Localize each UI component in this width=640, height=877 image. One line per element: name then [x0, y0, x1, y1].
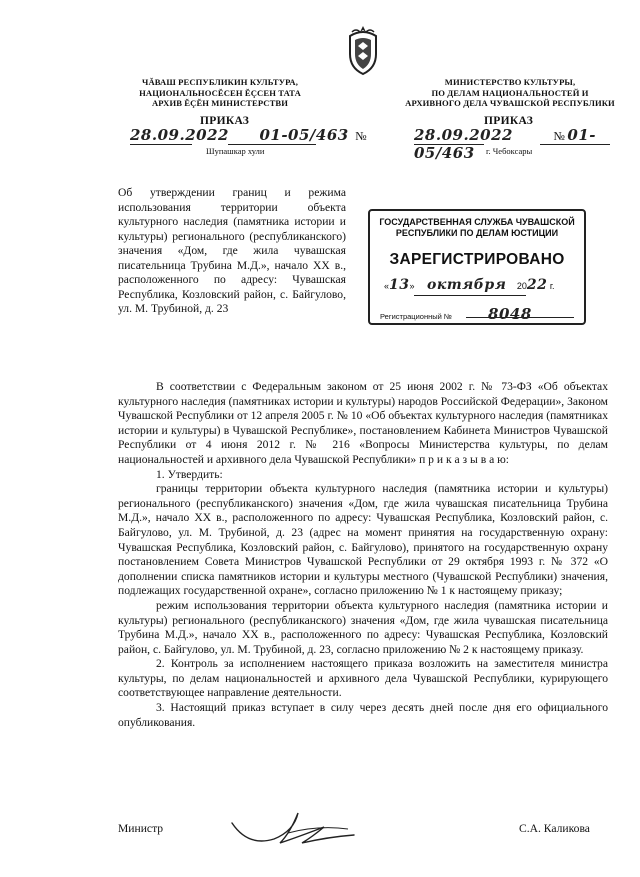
coat-of-arms-icon	[344, 24, 382, 76]
ministry-name-russian	[390, 77, 630, 109]
stamp-year-prefix: 20	[516, 281, 527, 291]
number-sign-right: №	[553, 129, 565, 143]
place-left: Шупашкар хули	[206, 146, 265, 156]
number-sign-left: №	[355, 129, 367, 143]
ministry-name-chuvash	[105, 77, 335, 109]
stamp-month: октября	[427, 277, 507, 293]
order-subject: Об утверждении границ и режима использования территории объекта культурного наследия (памятника истории и культуры) регионального (республиканского) значения «Дом, где жила чувашская писательница Трубина М.Д.», начало XX в., расположенного по адресу: Чувашская Республика, Козловский район, с. Байгулово, ул. М. Трубиной, д. 23	[118, 186, 346, 315]
header-left-line: ЧĂВАШ РЕСПУБЛИКИН КУЛЬТУРА,	[142, 77, 298, 87]
order-title-right: ПРИКАЗ	[484, 115, 534, 127]
stamp-agency	[376, 217, 578, 239]
header-right-line: МИНИСТЕРСТВО КУЛЬТУРЫ,	[444, 77, 576, 87]
body-paragraph: режим использования территории объекта культурного наследия (памятника истории и культуры) регионального (республиканского) значения «Дом, где жила чувашская писательница Трубина М.Д.», начало XX в., расположенного по адресу: Чувашская Республика, Козловский район, с. Байгулово, ул. М. Трубиной, д. 23, согласно приложению № 2 к настоящему приказу.	[118, 598, 608, 656]
body-paragraph: В соответствии с Федеральным законом от 25 июня 2002 г. № 73-ФЗ «Об объектах культурного наследия (памятниках истории и культуры) народов Российской Федерации», Законом Чувашской Республики от 12 апреля 2005 г. № 10 «Об объектах культурного наследия (памятниках истории и культуры) в Чувашской Республике», постановлением Кабинета Министров Чувашской Республики от 4 июня 2012 г. № 216 «Вопросы Министерства культуры, по делам национальностей и архивного дела Чувашской Республики» п р и к а з ы в а ю:	[118, 380, 609, 466]
number-underline-left	[228, 144, 316, 145]
header-left-line: АРХИВ ĔÇĔН МИНИСТЕРСТВИ	[151, 98, 289, 108]
stamp-date-underline	[414, 295, 526, 296]
stamp-date: «13» октября 2022 г.	[384, 277, 555, 293]
date-underline-right	[414, 144, 484, 145]
stamp-registered: ЗАРЕГИСТРИРОВАНО	[389, 251, 565, 268]
stamp-num-underline	[466, 317, 574, 318]
stamp-year-g: г.	[549, 281, 555, 291]
place-right: г. Чебоксары	[486, 146, 533, 156]
stamp-agency-line: РЕСПУБЛИКИ ПО ДЕЛАМ ЮСТИЦИИ	[395, 228, 559, 238]
body-paragraph: 1. Утвердить:	[156, 467, 223, 481]
stamp-year-suffix: 22	[526, 277, 548, 293]
body-paragraph: 3. Настоящий приказ вступает в силу через десять дней после дня его официального опубликования.	[118, 701, 608, 729]
signer-name: С.А. Каликова	[519, 822, 590, 835]
date-underline-left	[130, 144, 192, 145]
stamp-agency-line: ГОСУДАРСТВЕННАЯ СЛУЖБА ЧУВАШСКОЙ	[379, 217, 575, 227]
body-paragraph: границы территории объекта культурного наследия (памятника истории и культуры) регионального (республиканского) значения «Дом, где жила чувашская писательница Трубина М.Д.», начало XX в., расположенного по адресу: Чувашская Республика, Козловский район, с. Байгулово, ул. М. Трубиной, д. 23 (адрес на момент принятия на государственную охрану: Чувашская Республика, Козловский район, с. Байгулово), принятого на государственную охрану постановлением Совета Министров Чувашской Республики от 29 октября 1993 г. № 372 «О дополнении списка памятников истории и культуры местного (Чувашской Республики) значения, подлежащих государственной охране», согласно приложению № 1 к настоящему приказу;	[118, 482, 608, 598]
order-date-number-left	[130, 126, 367, 144]
order-body	[118, 380, 608, 730]
stamp-reg-number	[380, 305, 532, 323]
number-underline-right	[540, 144, 610, 145]
order-date-left: 28.09.2022	[130, 126, 229, 144]
stamp-day: 13	[389, 277, 410, 293]
stamp-reg-label: Регистрационный №	[380, 312, 452, 321]
order-date-right: 28.09.2022	[414, 126, 513, 144]
header-right-line: ПО ДЕЛАМ НАЦИОНАЛЬНОСТЕЙ И	[431, 87, 589, 98]
signer-title: Министр	[118, 822, 164, 835]
header-right-line: АРХИВНОГО ДЕЛА ЧУВАШСКОЙ РЕСПУБЛИКИ	[405, 98, 615, 108]
stamp-reg-value: 8048	[488, 305, 532, 323]
order-number-left: 01-05/463	[259, 126, 349, 144]
order-title-left: ПРИКАЗ	[200, 115, 250, 127]
body-paragraph: 2. Контроль за исполнением настоящего приказа возложить на заместителя министра культуры, по делам национальностей и архивного дела Чувашской Республики, курирующего соответствующее направление деятельности.	[118, 657, 608, 700]
order-number-right: 01-05/463	[414, 126, 597, 162]
header-left-line: НАЦИОНАЛЬНОСĔСЕН ĔÇСЕН ТАТА	[139, 87, 301, 98]
registration-stamp	[368, 209, 586, 325]
handwritten-signature-icon	[228, 803, 358, 851]
